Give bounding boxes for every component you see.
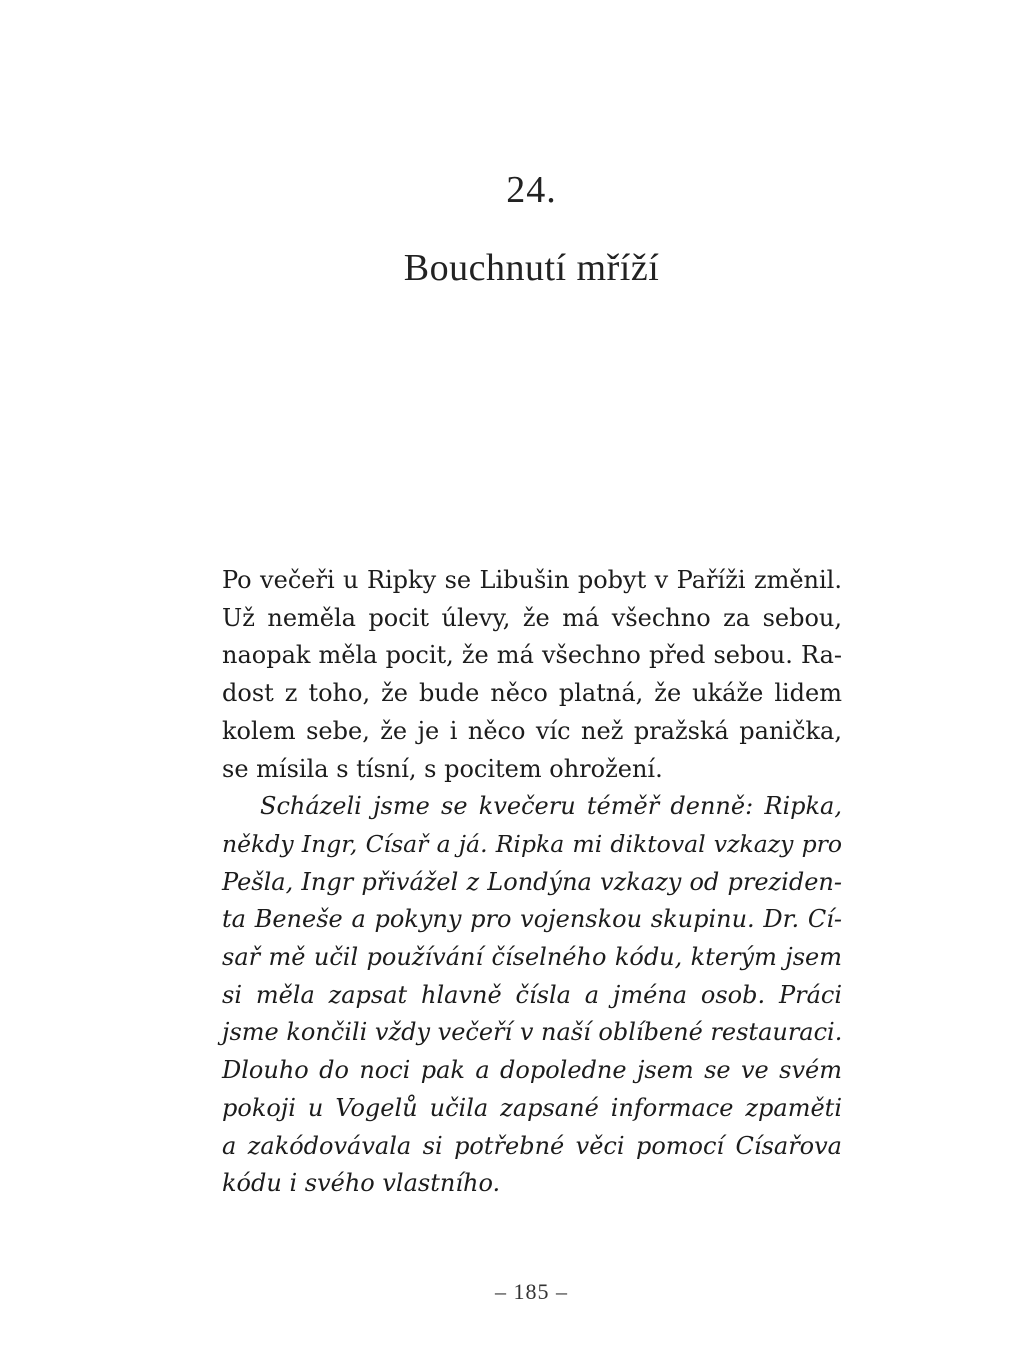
paragraph-1: [222, 562, 842, 788]
text-line: Pešla, Ingr přivážel z Londýna vzkazy od preziden-: [222, 867, 842, 896]
text-line: Scházeli jsme se kvečeru téměř denně: Ripka,: [260, 792, 842, 821]
chapter-title: Bouchnutí mříží: [403, 247, 660, 289]
text-line: ta Beneše a pokyny pro vojenskou skupinu. Dr. Cí-: [222, 905, 842, 934]
text-line: a zakódovávala si potřebné věci pomocí Císařova: [222, 1131, 842, 1160]
paragraph-2: [222, 788, 842, 1203]
text-line: dost z toho, že bude něco platná, že ukáže lidem: [222, 679, 842, 708]
chapter-number: 24.: [506, 169, 557, 211]
text-line: sař mě učil používání číselného kódu, kterým jsem: [222, 943, 842, 972]
text-line: pokoji u Vogelů učila zapsané informace zpaměti: [222, 1093, 842, 1122]
text-line: naopak měla pocit, že má všechno před sebou. Ra-: [222, 641, 842, 670]
text-line: někdy Ingr, Císař a já. Ripka mi diktoval vzkazy pro: [222, 829, 842, 858]
text-line: Po večeři u Ripky se Libušin pobyt v Paříži změnil.: [222, 566, 842, 594]
page-number: – 185 –: [495, 1279, 568, 1304]
text-line: Dlouho do noci pak a dopoledne jsem se ve svém: [222, 1056, 842, 1085]
text-line: si měla zapsat hlavně čísla a jména osob. Práci: [222, 980, 842, 1009]
text-line: se mísila s tísní, s pocitem ohrožení.: [222, 754, 663, 783]
text-line: jsme končili vždy večeří v naší oblíbené restauraci.: [222, 1018, 843, 1047]
body-text: [222, 562, 842, 1203]
text-line: kódu i svého vlastního.: [222, 1169, 501, 1198]
text-line: kolem sebe, že je i něco víc než pražská panička,: [222, 716, 842, 745]
text-line: Už neměla pocit úlevy, že má všechno za sebou,: [222, 603, 842, 632]
